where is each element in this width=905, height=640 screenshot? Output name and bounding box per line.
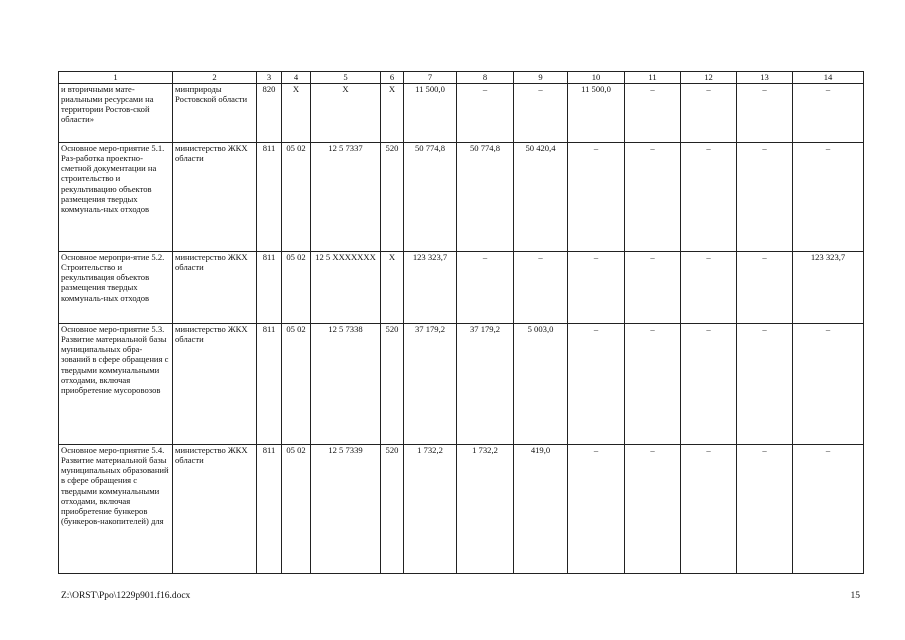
amount-cell: –: [793, 324, 864, 445]
header-cell: 13: [737, 72, 793, 84]
code-cell: 811: [257, 324, 282, 445]
amount-cell: –: [625, 445, 681, 574]
amount-cell: –: [681, 84, 737, 143]
amount-cell: –: [514, 84, 568, 143]
amount-cell: 419,0: [514, 445, 568, 574]
amount-cell: –: [681, 252, 737, 324]
amount-cell: –: [568, 252, 625, 324]
amount-cell: 123 323,7: [793, 252, 864, 324]
table-row: [59, 143, 864, 252]
page-number: 15: [850, 591, 860, 601]
code-cell: 520: [381, 324, 404, 445]
code-cell: X: [282, 84, 311, 143]
budget-table: [58, 71, 864, 574]
code-cell: 811: [257, 143, 282, 252]
amount-cell: –: [737, 84, 793, 143]
amount-cell: –: [457, 252, 514, 324]
amount-cell: 11 500,0: [404, 84, 457, 143]
code-cell: 811: [257, 445, 282, 574]
activity-name-cell: Основное меро-приятие 5.1. Раз-работка проектно-сметной документации на строительство и рекультивацию объектов размещения твердых коммуналь-ных отходов: [59, 143, 173, 252]
amount-cell: –: [625, 252, 681, 324]
header-cell: 3: [257, 72, 282, 84]
header-cell: 7: [404, 72, 457, 84]
amount-cell: –: [737, 445, 793, 574]
amount-cell: –: [568, 324, 625, 445]
amount-cell: –: [793, 143, 864, 252]
activity-name-cell: Основное меропри-ятие 5.2. Строительство и рекультивация объектов размещения твердых коммуналь-ных отходов: [59, 252, 173, 324]
code-cell: 811: [257, 252, 282, 324]
table-row: [59, 252, 864, 324]
header-cell: 5: [311, 72, 381, 84]
amount-cell: 123 323,7: [404, 252, 457, 324]
code-cell: X: [311, 84, 381, 143]
amount-cell: –: [681, 143, 737, 252]
amount-cell: –: [793, 84, 864, 143]
amount-cell: –: [514, 252, 568, 324]
activity-name-cell: Основное меро-приятие 5.3. Развитие материальной базы муниципальных обра-зований в сфере обращения с твердыми коммунальными отходами, включая приобретение мусоровозов: [59, 324, 173, 445]
amount-cell: 37 179,2: [404, 324, 457, 445]
amount-cell: –: [625, 143, 681, 252]
amount-cell: 50 420,4: [514, 143, 568, 252]
code-cell: 05 02: [282, 143, 311, 252]
activity-name-cell: Основное меро-приятие 5.4. Развитие материальной базы муниципальных образований в сфере обращения с твердыми коммунальными отходами, включая приобретение бункеров (бункеров-накопителей) для: [59, 445, 173, 574]
code-cell: 05 02: [282, 324, 311, 445]
header-row: [59, 72, 864, 84]
table-row: [59, 84, 864, 143]
amount-cell: –: [681, 445, 737, 574]
amount-cell: –: [737, 324, 793, 445]
header-cell: 9: [514, 72, 568, 84]
amount-cell: 50 774,8: [457, 143, 514, 252]
amount-cell: –: [568, 143, 625, 252]
executor-cell: министерство ЖКХ области: [173, 324, 257, 445]
amount-cell: –: [737, 143, 793, 252]
activity-name-cell: и вторичными мате-риальными ресурсами на территории Ростов-ской области»: [59, 84, 173, 143]
amount-cell: –: [457, 84, 514, 143]
code-cell: 12 5 7339: [311, 445, 381, 574]
code-cell: 820: [257, 84, 282, 143]
code-cell: 12 5 7337: [311, 143, 381, 252]
amount-cell: –: [568, 445, 625, 574]
footer-file-path: Z:\ORST\Ppo\1229p901.f16.docx: [61, 591, 191, 601]
header-cell: 2: [173, 72, 257, 84]
amount-cell: 37 179,2: [457, 324, 514, 445]
table-row: [59, 324, 864, 445]
header-cell: 10: [568, 72, 625, 84]
code-cell: 12 5 7338: [311, 324, 381, 445]
amount-cell: –: [737, 252, 793, 324]
executor-cell: минприроды Ростовской области: [173, 84, 257, 143]
header-cell: 14: [793, 72, 864, 84]
amount-cell: 1 732,2: [457, 445, 514, 574]
amount-cell: –: [625, 324, 681, 445]
executor-cell: министерство ЖКХ области: [173, 445, 257, 574]
code-cell: 12 5 XXXXXXX: [311, 252, 381, 324]
header-cell: 6: [381, 72, 404, 84]
amount-cell: 50 774,8: [404, 143, 457, 252]
header-cell: 11: [625, 72, 681, 84]
code-cell: X: [381, 84, 404, 143]
code-cell: 520: [381, 445, 404, 574]
amount-cell: 1 732,2: [404, 445, 457, 574]
amount-cell: 5 003,0: [514, 324, 568, 445]
executor-cell: министерство ЖКХ области: [173, 143, 257, 252]
amount-cell: –: [681, 324, 737, 445]
table-row: [59, 445, 864, 574]
code-cell: 05 02: [282, 445, 311, 574]
code-cell: 520: [381, 143, 404, 252]
header-cell: 4: [282, 72, 311, 84]
executor-cell: министерство ЖКХ области: [173, 252, 257, 324]
header-cell: 1: [59, 72, 173, 84]
header-cell: 8: [457, 72, 514, 84]
code-cell: X: [381, 252, 404, 324]
amount-cell: –: [793, 445, 864, 574]
amount-cell: 11 500,0: [568, 84, 625, 143]
header-cell: 12: [681, 72, 737, 84]
amount-cell: –: [625, 84, 681, 143]
code-cell: 05 02: [282, 252, 311, 324]
